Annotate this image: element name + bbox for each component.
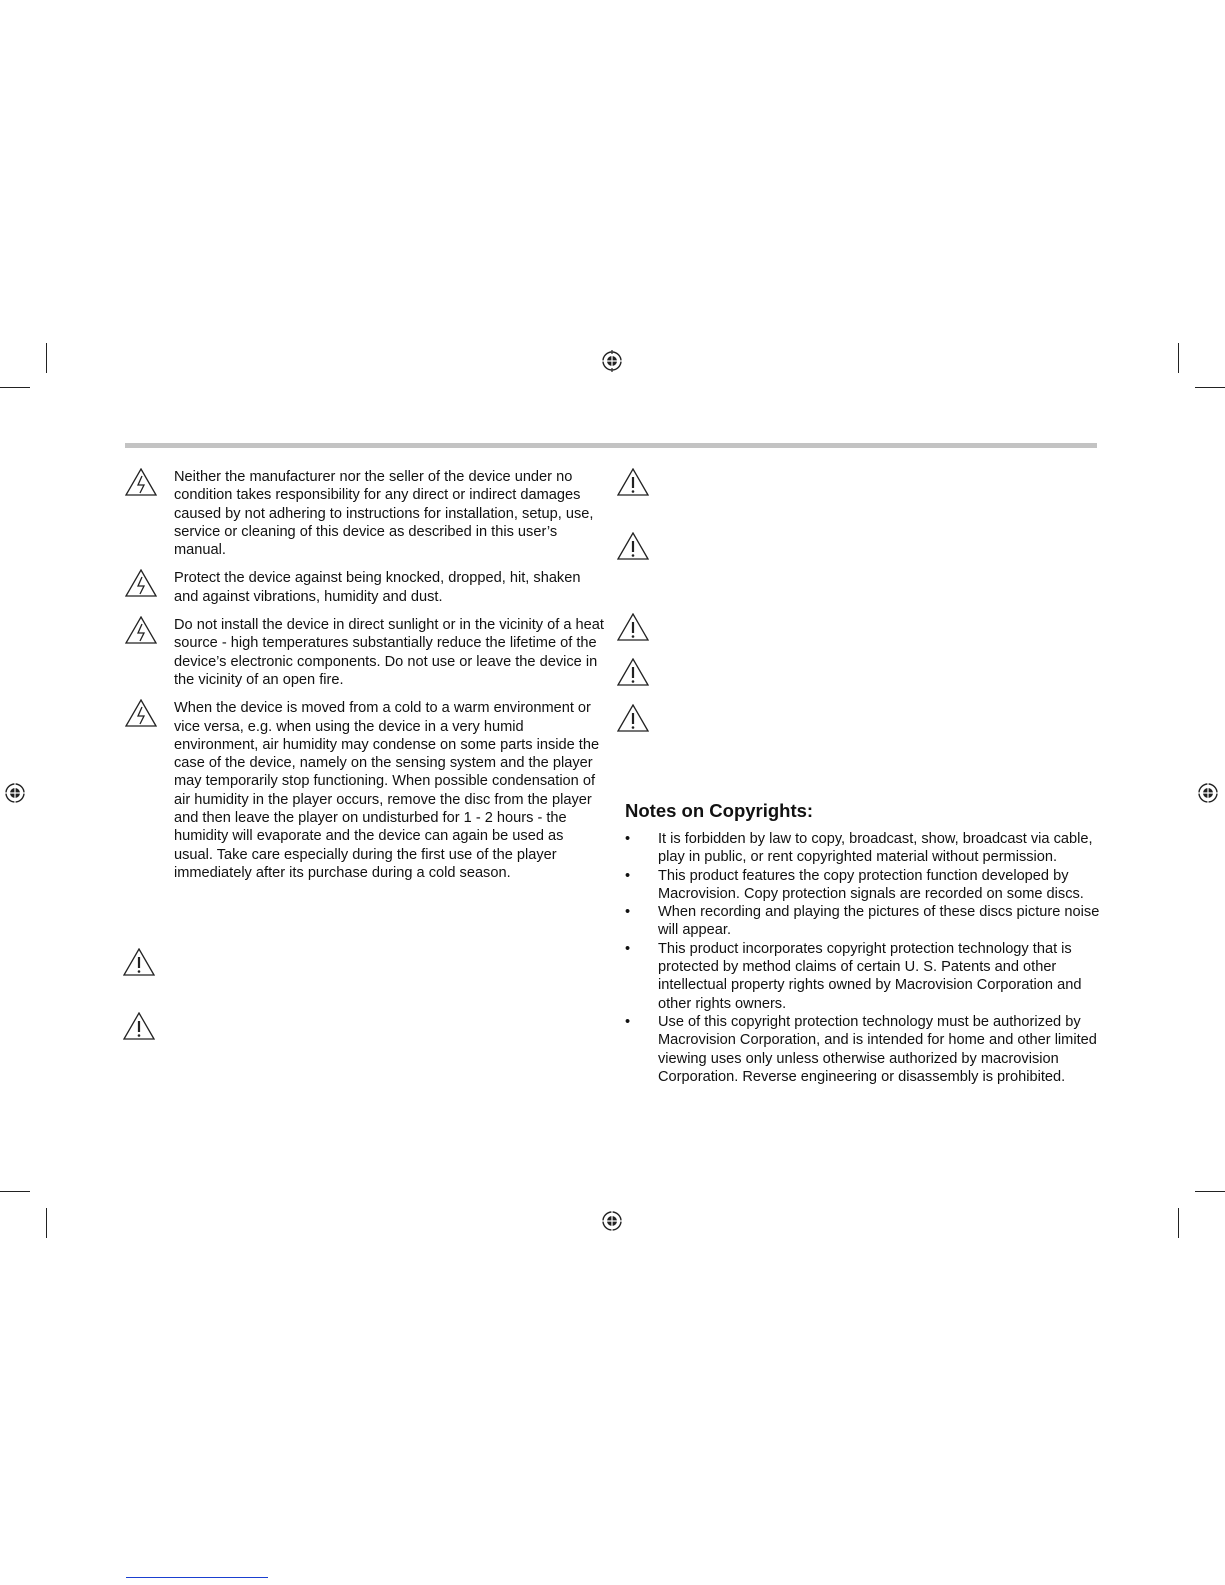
crop-mark	[46, 1208, 47, 1238]
list-item-text: When recording and playing the pictures of these discs picture noise will appear.	[658, 904, 1100, 939]
list-item-text: Use of this copyright protection technology must be authorized by Macrovision Corporation, and is intended for home and other limited viewing uses only unless otherwise authorized by macrovision Corporation. Reverse engineering or disassembly is prohibited.	[658, 1013, 1097, 1085]
warning-item	[125, 468, 605, 559]
crop-mark	[1178, 343, 1179, 373]
caution-exclamation-triangle-icon	[617, 613, 649, 641]
footer-link-underline	[126, 1577, 268, 1578]
warning-item	[125, 616, 605, 689]
bullet: •	[625, 940, 631, 957]
warning-text: Neither the manufacturer nor the seller of the device under no condition takes responsibility for any direct or indirect damages caused by not adhering to instructions for installation, setup, use, service or cleaning of this device as described in this user’s manual.	[174, 469, 594, 559]
crop-mark	[1178, 1208, 1179, 1238]
electric-hazard-triangle-icon	[125, 468, 157, 496]
list-item	[625, 940, 1105, 1013]
warning-text: Do not install the device in direct sunlight or in the vicinity of a heat source - high temperatures substantially reduce the lifetime of the device’s electronic components. Do not use or leave the device in the vicinity of an open fire.	[174, 617, 604, 688]
caution-exclamation-triangle-icon	[123, 948, 155, 976]
list-item	[625, 867, 1105, 904]
list-item	[625, 830, 1105, 867]
list-item-text: This product features the copy protection function developed by Macrovision. Copy protection signals are recorded on some discs.	[658, 867, 1084, 902]
left-warnings-column	[125, 468, 605, 882]
crop-mark	[46, 343, 47, 373]
bullet: •	[625, 904, 631, 921]
registration-mark-icon	[601, 1210, 623, 1232]
bullet: •	[625, 831, 631, 847]
warning-item	[125, 699, 605, 882]
electric-hazard-triangle-icon	[125, 616, 157, 644]
caution-exclamation-triangle-icon	[617, 704, 649, 732]
list-item	[625, 1013, 1105, 1086]
list-item-text: This product incorporates copyright protection technology that is protected by method claims of certain U. S. Patents and other intellectual property rights owned by Macrovision Corporation and other rights owners.	[658, 940, 1082, 1012]
header-rule	[125, 443, 1097, 448]
registration-mark-icon	[1197, 782, 1219, 804]
crop-mark	[0, 387, 30, 388]
registration-mark-icon	[4, 782, 26, 804]
caution-exclamation-triangle-icon	[123, 1012, 155, 1040]
electric-hazard-triangle-icon	[125, 699, 157, 727]
bullet: •	[625, 867, 631, 884]
warning-item	[125, 569, 605, 606]
list-item	[625, 903, 1105, 940]
caution-exclamation-triangle-icon	[617, 658, 649, 686]
caution-exclamation-triangle-icon	[617, 468, 649, 496]
list-item-text: It is forbidden by law to copy, broadcast, show, broadcast via cable, play in public, or rent copyrighted material without permission.	[658, 831, 1093, 866]
crop-mark	[1195, 387, 1225, 388]
registration-mark-icon	[601, 350, 623, 372]
copyright-list	[625, 830, 1105, 1086]
copyright-section-title: Notes on Copyrights:	[625, 800, 814, 821]
crop-mark	[1195, 1191, 1225, 1192]
crop-mark	[0, 1191, 30, 1192]
caution-exclamation-triangle-icon	[617, 532, 649, 560]
warning-text: Protect the device against being knocked, dropped, hit, shaken and against vibrations, humidity and dust.	[174, 570, 581, 605]
warning-text: When the device is moved from a cold to a warm environment or vice versa, e.g. when using the device in a very humid environment, air humidity may condense on some parts inside the case of the device, namely on the sensing system and the player may temporarily stop functioning. When possible condensation of air humidity in the player occurs, remove the disc from the player and then leave the player on undisturbed for 1 - 2 hours - the humidity will evaporate and the device can again be used as usual. Take care especially during the first use of the player immediately after its purchase during a cold season.	[174, 700, 600, 881]
bullet: •	[625, 1013, 631, 1030]
electric-hazard-triangle-icon	[125, 569, 157, 597]
